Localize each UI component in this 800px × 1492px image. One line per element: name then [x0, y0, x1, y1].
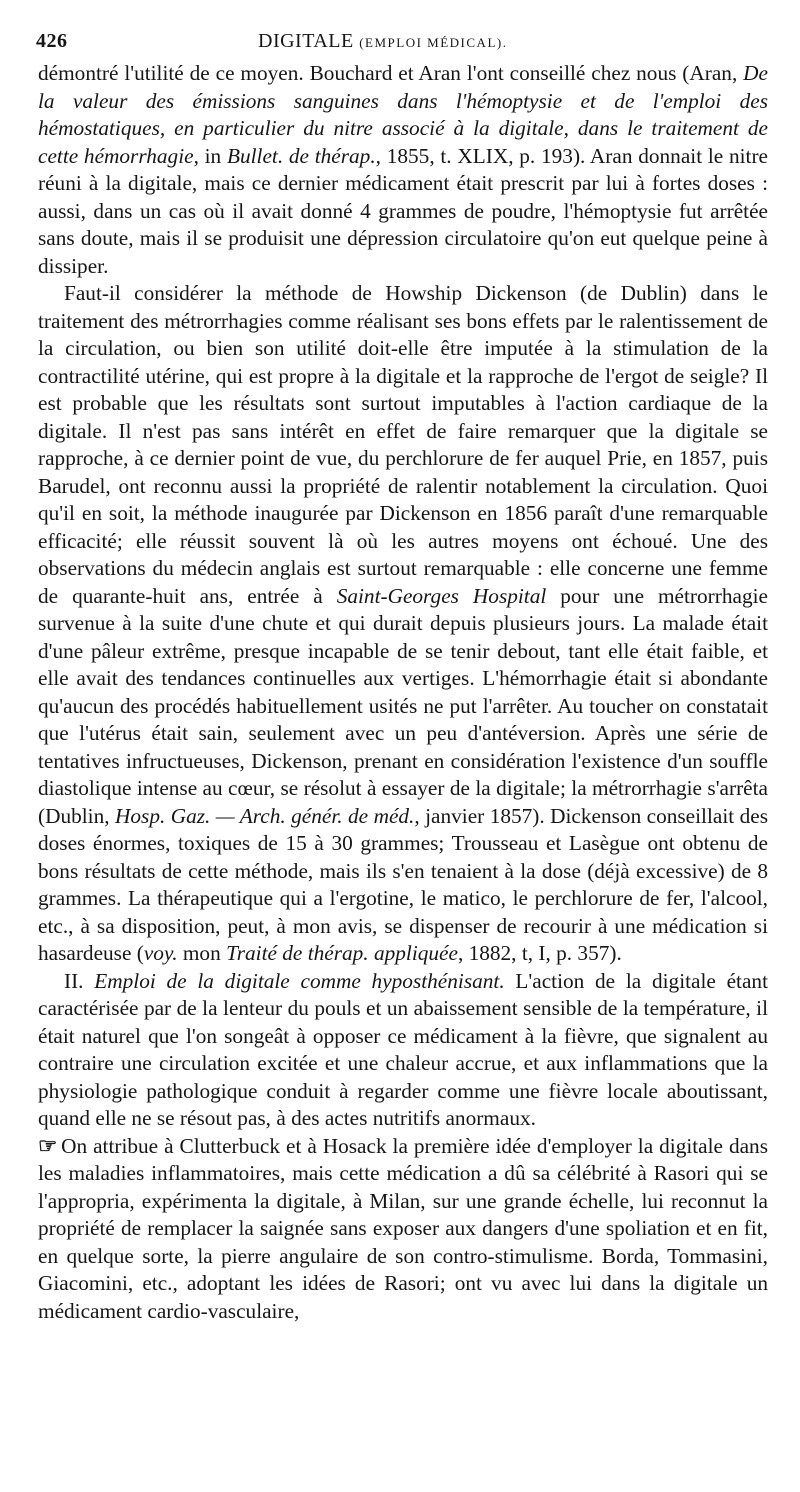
italic-reference: voy.	[143, 941, 178, 965]
text-run: On attribue à Clutterbuck et à Hosack la première idée d'employer la digitale dans les maladies inflammatoires, mais cette médication a dû sa célébrité à Rasori qui se l'appropria, expérimenta la digitale, à Milan, sur une grande échelle, lui reconnut la propriété de remplacer la saignée sans exposer aux dangers d'une spoliation et en fit, en quelque sorte, la pierre angulaire de son contro-stimulisme. Borda, Tommasini, Giacomini, etc., adoptant les idées de Rasori; ont vu avec lui dans la digitale un médicament cardio-vasculaire,	[38, 1133, 768, 1323]
paragraph-3	[38, 968, 768, 1133]
paragraph-1	[38, 60, 768, 280]
text-run: , 1855, t. XLIX, p. 193). Aran donnait le nitre réuni à la digitale, mais ce dernier médicament était prescrit par lui à fortes doses : aussi, dans un cas où il avait donné 4 grammes de poudre, l'hémoptysie fut arrêtée sans doute, mais il se produisit une dépression circulatoire qu'on eut quelque peine à dissiper.	[38, 143, 768, 278]
running-title	[258, 30, 507, 53]
section-number: II.	[64, 968, 95, 993]
text-run: Faut-il considérer la méthode de Howship Dickenson (de Dublin) dans le traitement des métrorrhagies comme réalisant ses bons effets par le ralentissement de la circulation, ou bien son utilité doit-elle être imputée à la stimulation de la contractilité utérine, qui est propre à la digitale et la rapproche de l'ergot de seigle? Il est probable que les résultats sont surtout imputables à l'action cardiaque de la digitale. Il n'est pas sans intérêt en effet de faire remarquer que la digitale se rapproche, à ce dernier point de vue, du perchlorure de fer auquel Prie, en 1857, puis Barudel, ont reconnu aussi la propriété de ralentir notablement la circulation. Quoi qu'il en soit, la méthode inaugurée par Dickenson en 1856 paraît d'une remarquable efficacité; elle réussit souvent là où les autres moyens ont échoué. Une des observations du médecin anglais est surtout remarquable : elle concerne une femme de quarante-huit ans, entrée à	[38, 281, 768, 608]
pointing-hand-icon: ☞	[38, 1133, 58, 1158]
italic-reference: Saint-Georges Hospital	[336, 583, 547, 608]
text-run: L'action de la digitale étant caractérisée par de la lenteur du pouls et un abaissement sensible de la température, il était naturel que l'on songeât à opposer ce médicament à la fièvre, que signalent au contraire une circulation excitée et une chaleur accrue, et aux inflammations que la physiologie pathologique conduit à regarder comme une fièvre locale aboutissant, quand elle ne se résout pas, à des actes nutritifs anormaux.	[38, 968, 768, 1130]
running-title-subtitle: (EMPLOI MÉDICAL).	[359, 35, 508, 50]
italic-reference: Bullet. de thérap.	[226, 143, 376, 168]
document-page	[38, 30, 768, 1325]
section-title: Emploi de la digitale comme hyposthénisant.	[94, 968, 505, 993]
text-run: , in	[193, 143, 227, 168]
running-title-main: DIGITALE	[258, 30, 354, 52]
text-run: , janvier 1857). Dickenson conseillait des doses énormes, toxiques de 15 à 30 grammes; Trousseau et Lasègue ont obtenu de bons résultats de cette méthode, mais ils s'en tenaient à la dose (déjà excessive) de 8 grammes. La thérapeutique qui a l'ergotine, le matico, le perchlorure de fer, l'alcool, etc., à sa disposition, peut, à mon avis, se dispenser de recourir à une médication si hasardeuse (	[38, 803, 768, 965]
italic-reference: Hosp. Gaz. — Arch. génér. de méd.	[115, 803, 415, 828]
text-run: mon	[177, 941, 227, 965]
body-text	[38, 60, 768, 1325]
paragraph-2	[38, 280, 768, 968]
page-header	[38, 30, 768, 60]
text-run: démontré l'utilité de ce moyen. Bouchard et Aran l'ont conseillé chez nous (Aran,	[38, 61, 744, 85]
italic-reference: De la valeur des émissions sanguines dans l'hémoptysie et de l'emploi des hémostatiques, en particulier du nitre associé à la digitale, dans le traitement de cette hémorrhagie	[38, 61, 768, 168]
text-run: pour une métrorrhagie survenue à la suite d'une chute et qui durait depuis plusieurs jours. La malade était d'une pâleur extrême, presque incapable de se tenir debout, tant elle était faible, et elle avait des tendances continuelles aux vertiges. L'hémorrhagie était si abondante qu'aucun des procédés habituellement usités ne put l'arrêter. Au toucher on constatait que l'utérus était sain, seulement avec un peu d'antéversion. Après une série de tentatives infructueuses, Dickenson, prenant en considération l'existence d'un souffle diastolique intense au cœur, se résolut à essayer de la digitale; la métrorrhagie s'arrêta (Dublin,	[38, 583, 768, 828]
text-run: , 1882, t, I, p. 357).	[457, 941, 622, 965]
italic-reference: Traité de thérap. appliquée	[226, 941, 458, 965]
page-number: 426	[36, 30, 68, 52]
paragraph-4	[38, 1133, 768, 1326]
